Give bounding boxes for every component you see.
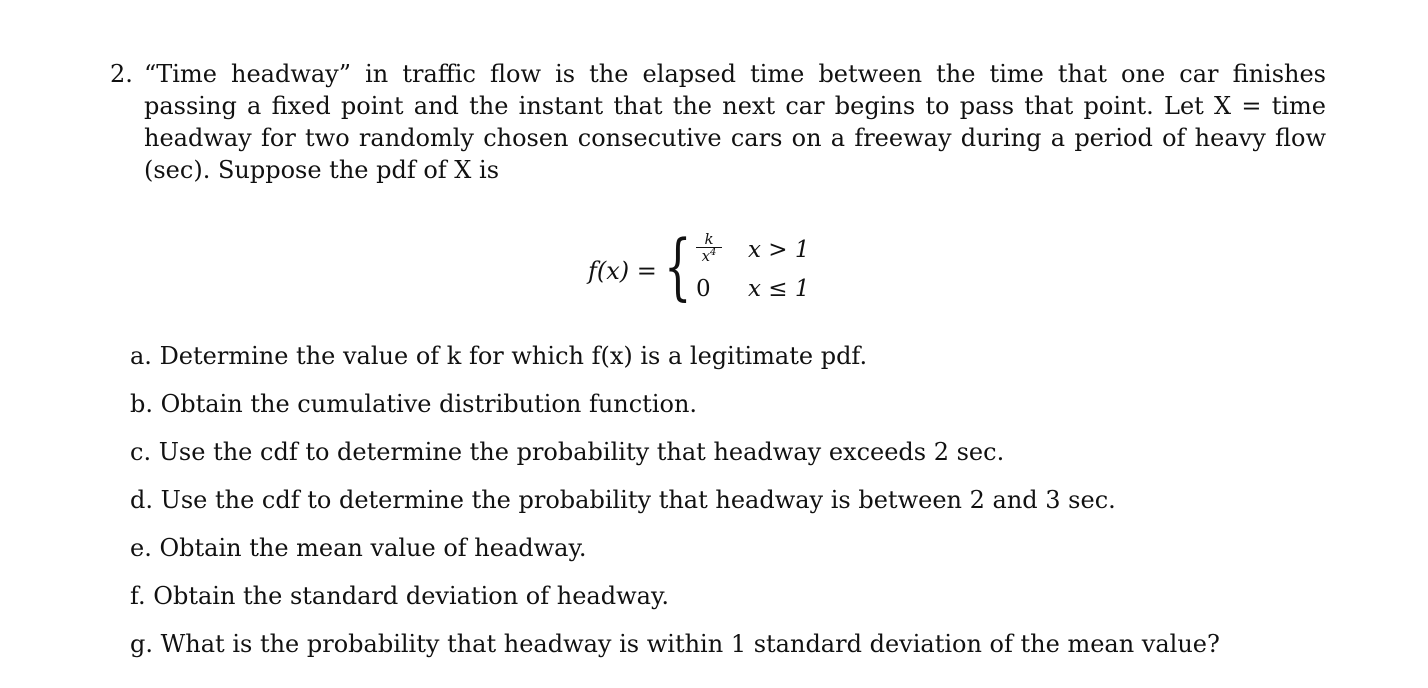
fraction-denominator — [696, 249, 722, 263]
question-b: b. Obtain the cumulative distribution function. — [130, 390, 698, 418]
pdf-formula — [588, 224, 828, 320]
formula-lhs: f(x) = — [588, 257, 657, 285]
question-g: g. What is the probability that headway is within 1 standard deviation of the mean value? — [130, 630, 1220, 658]
fraction-numerator: k — [696, 232, 722, 248]
case-two-condition: x ≤ 1 — [748, 276, 810, 302]
formula-brace: { — [664, 224, 692, 308]
fraction-denominator-base: x — [701, 247, 711, 265]
question-list — [130, 340, 1330, 676]
case-two-value: 0 — [696, 276, 711, 302]
question-a: a. Determine the value of k for which f(x) is a legitimate pdf. — [130, 342, 868, 370]
question-c: c. Use the cdf to determine the probability that headway exceeds 2 sec. — [130, 438, 1005, 466]
question-e: e. Obtain the mean value of headway. — [130, 534, 587, 562]
problem-block — [110, 58, 1326, 186]
fraction-denominator-exponent: 4 — [710, 247, 717, 258]
formula-fraction — [696, 232, 722, 263]
problem-number: 2. — [110, 60, 133, 88]
case-one-condition: x > 1 — [748, 237, 810, 263]
problem-statement: “Time headway” in traffic flow is the elapsed time between the time that one car finishes passing a fixed point and the instant that the next car begins to pass that point. Let X = time headway for two randomly chosen consecutive cars on a freeway during a period of heavy flow (sec). Suppose the pdf of X is — [144, 60, 1326, 184]
question-d: d. Use the cdf to determine the probability that headway is between 2 and 3 sec. — [130, 486, 1116, 514]
problem-header — [110, 58, 1326, 186]
question-f: f. Obtain the standard deviation of headway. — [130, 582, 669, 610]
